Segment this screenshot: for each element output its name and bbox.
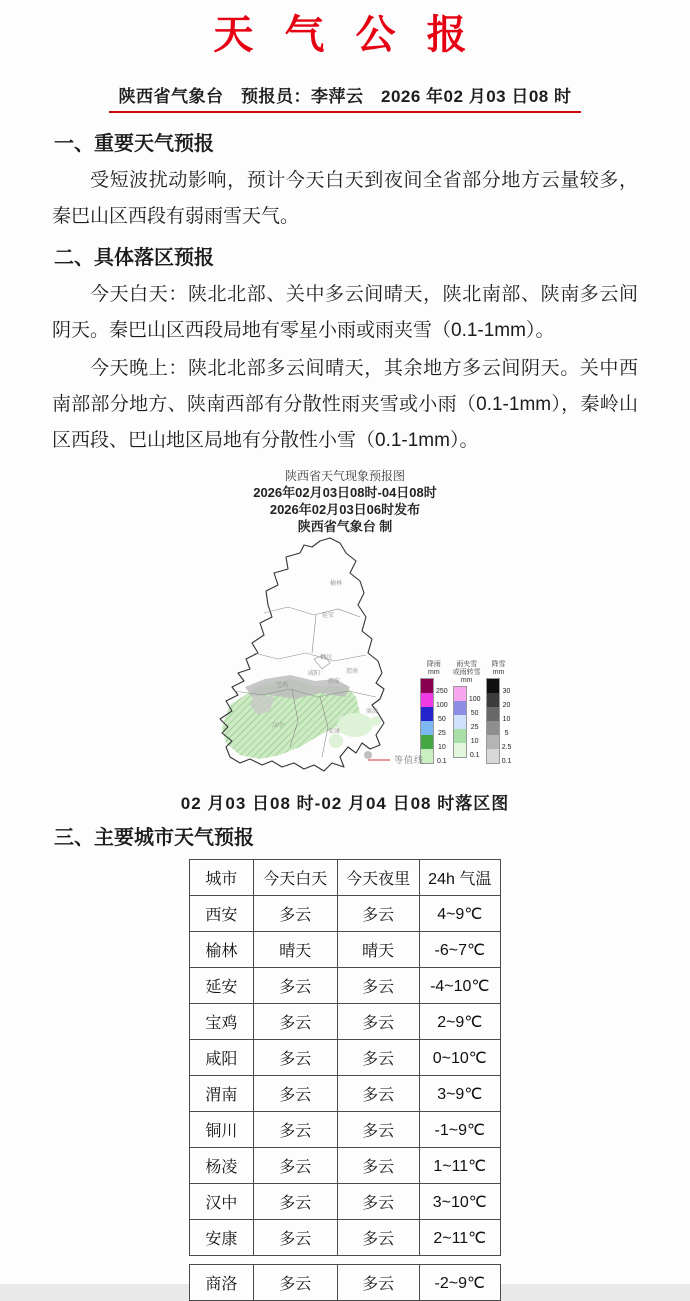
table-cell: 多云 xyxy=(337,1004,419,1040)
byline: 陕西省气象台 预报员：李萍云 2026 年02 月03 日08 时 xyxy=(109,82,582,113)
table-row xyxy=(190,932,501,968)
legend-value: 5 xyxy=(504,730,509,737)
table-cell: -2~9℃ xyxy=(419,1265,501,1301)
table-row xyxy=(190,1220,501,1256)
table-cell: 晴天 xyxy=(253,932,337,968)
map-title: 陕西省天气现象预报图 xyxy=(284,469,405,483)
legend-color-segment xyxy=(421,679,433,693)
legend-color-segment xyxy=(454,715,466,729)
legend-bar-title: 降雪 xyxy=(491,661,506,668)
city-label: 西安 xyxy=(328,679,341,685)
table-cell: -4~10℃ xyxy=(419,968,501,1004)
table-cell: 多云 xyxy=(253,1220,337,1256)
table-cell: 榆林 xyxy=(190,932,254,968)
legend-color-segment xyxy=(421,693,433,707)
table-row xyxy=(190,1004,501,1040)
paragraph-daytime-forecast: 今天白天：陕北北部、关中多云间晴天，陕北南部、陕南多云间阴天。秦巴山区西段局地有零星小雨或雨夹雪（0.1-1mm）。 xyxy=(52,284,638,341)
shaanxi-forecast-map xyxy=(170,535,520,785)
legend-value: 0.1 xyxy=(469,752,480,759)
legend-color-segment xyxy=(421,707,433,721)
legend-value: 50 xyxy=(437,716,446,723)
legend-value: 30 xyxy=(502,688,511,695)
table-cell: 多云 xyxy=(337,1040,419,1076)
table-cell: 延安 xyxy=(190,968,254,1004)
table-cell: -1~9℃ xyxy=(419,1112,501,1148)
legend-color-segment xyxy=(421,721,433,735)
table-cell: 咸阳 xyxy=(190,1040,254,1076)
legend-value: 25 xyxy=(437,730,446,737)
legend-color-segment xyxy=(487,721,499,735)
legend-bar-title: 雨夹雪 xyxy=(456,661,478,668)
city-label: 铜川 xyxy=(320,655,333,661)
legend-color-segment xyxy=(454,743,466,757)
map-legend xyxy=(420,661,511,764)
table-row xyxy=(190,1040,501,1076)
legend-value: 10 xyxy=(437,744,446,751)
legend-bar-unit: mm xyxy=(492,669,505,676)
iso-line-legend xyxy=(368,753,424,766)
iso-line-swatch xyxy=(368,759,390,761)
legend-bar-snow xyxy=(486,661,512,764)
section-heading-city-forecast: 三、主要城市天气预报 xyxy=(54,827,254,849)
legend-color-segment xyxy=(454,701,466,715)
legend-color-segment xyxy=(454,729,466,743)
legend-bar-title: 降雨 xyxy=(426,661,441,668)
iso-line-label: 等值线 xyxy=(394,755,425,765)
legend-value: 10 xyxy=(502,716,511,723)
table-cell: 杨凌 xyxy=(190,1148,254,1184)
table-cell: -6~7℃ xyxy=(419,932,501,968)
paragraph-important-forecast: 受短波扰动影响，预计今天白天到夜间全省部分地方云量较多，秦巴山区西段有弱雨雪天气。 xyxy=(52,170,638,227)
table-cell: 4~9℃ xyxy=(419,896,501,932)
map-issue-time: 2026年02月03日06时发布 xyxy=(269,502,421,517)
city-label: 安康 xyxy=(328,729,341,735)
table-cell: 多云 xyxy=(337,1076,419,1112)
table-cell: 24h 气温 xyxy=(419,860,501,896)
legend-value: 100 xyxy=(436,702,448,709)
table-cell: 晴天 xyxy=(337,932,419,968)
table-cell: 汉中 xyxy=(190,1184,254,1220)
map-block xyxy=(0,469,690,785)
legend-value: 50 xyxy=(470,710,479,717)
legend-value: 250 xyxy=(436,688,448,695)
legend-value: 2.5 xyxy=(501,744,512,751)
table-cell: 宝鸡 xyxy=(190,1004,254,1040)
map-valid-period: 2026年02月03日08时-04日08时 xyxy=(253,485,437,500)
table-cell: 0~10℃ xyxy=(419,1040,501,1076)
legend-bar-unit: mm xyxy=(428,669,440,676)
table-cell: 多云 xyxy=(337,1148,419,1184)
table-cell: 多云 xyxy=(253,896,337,932)
table-cell: 城市 xyxy=(190,860,254,896)
section-heading-important-forecast: 一、重要天气预报 xyxy=(54,133,214,155)
table-cell: 多云 xyxy=(337,968,419,1004)
table-row xyxy=(190,1184,501,1220)
city-label: 汉中 xyxy=(272,723,285,729)
table-cell: 多云 xyxy=(253,1076,337,1112)
table-cell: 3~10℃ xyxy=(419,1184,501,1220)
table-cell: 2~9℃ xyxy=(419,1004,501,1040)
table-row xyxy=(190,968,501,1004)
city-weather-table xyxy=(189,859,501,1256)
table-cell: 多云 xyxy=(253,1148,337,1184)
table-cell: 多云 xyxy=(253,1184,337,1220)
table-cell: 2~11℃ xyxy=(419,1220,501,1256)
table-cell: 今天白天 xyxy=(253,860,337,896)
table-cell: 多云 xyxy=(337,1220,419,1256)
table-row xyxy=(190,896,501,932)
legend-color-segment xyxy=(454,687,466,701)
table-cell: 多云 xyxy=(337,1112,419,1148)
table-cell: 多云 xyxy=(337,1265,419,1301)
table-row xyxy=(190,1076,501,1112)
table-cell: 多云 xyxy=(337,1184,419,1220)
section-heading-area-forecast: 二、具体落区预报 xyxy=(54,247,214,269)
legend-value: 10 xyxy=(470,738,479,745)
legend-color-segment xyxy=(487,707,499,721)
table-cell: 今天夜里 xyxy=(337,860,419,896)
legend-value: 20 xyxy=(502,702,511,709)
table-cell: 多云 xyxy=(337,896,419,932)
city-label: 渭南 xyxy=(346,669,359,675)
city-label: 延安 xyxy=(322,613,335,619)
legend-bar-unit: mm xyxy=(460,677,473,684)
map-producer: 陕西省气象台 制 xyxy=(297,519,393,534)
paragraph-night-forecast: 今天晚上：陕北北部多云间晴天，其余地方多云间阴天。关中西南部部分地方、陕南西部有分散性雨夹雪或小雨（0.1-1mm），秦岭山区西段、巴山地区局地有分散性小雪（0.1-1mm）。 xyxy=(52,358,638,451)
city-weather-table-overflow xyxy=(189,1264,501,1301)
table-cell: 3~9℃ xyxy=(419,1076,501,1112)
table-cell: 西安 xyxy=(190,896,254,932)
table-cell: 多云 xyxy=(253,968,337,1004)
table-cell: 多云 xyxy=(253,1004,337,1040)
legend-bar-title: 或雨转雪 xyxy=(452,669,481,676)
table-cell: 多云 xyxy=(253,1265,337,1301)
legend-color-segment xyxy=(487,679,499,693)
table-cell: 渭南 xyxy=(190,1076,254,1112)
map-caption: 02 月03 日08 时-02 月04 日08 时落区图 xyxy=(180,794,510,813)
table-header-row xyxy=(190,860,501,896)
table-cell: 多云 xyxy=(253,1040,337,1076)
table-row xyxy=(190,1148,501,1184)
table-row xyxy=(190,1112,501,1148)
table-cell: 商洛 xyxy=(190,1265,254,1301)
legend-color-segment xyxy=(421,735,433,749)
city-label: 商洛 xyxy=(366,709,379,715)
legend-value: 0.1 xyxy=(501,758,512,765)
city-label: 宝鸡 xyxy=(276,683,289,689)
legend-color-segment xyxy=(487,693,499,707)
table-row xyxy=(190,1265,501,1301)
byline-row xyxy=(0,82,690,113)
city-label: 咸阳 xyxy=(308,671,321,677)
legend-color-segment xyxy=(487,749,499,763)
legend-value: 0.1 xyxy=(436,758,447,765)
legend-bar-sleet xyxy=(453,661,481,758)
legend-color-segment xyxy=(487,735,499,749)
table-cell: 1~11℃ xyxy=(419,1148,501,1184)
table-cell: 安康 xyxy=(190,1220,254,1256)
table-cell: 铜川 xyxy=(190,1112,254,1148)
page-title: 天 气 公 报 xyxy=(213,13,477,57)
legend-bar-rain xyxy=(420,661,448,764)
table-cell: 多云 xyxy=(253,1112,337,1148)
legend-value: 25 xyxy=(470,724,479,731)
legend-value: 100 xyxy=(468,696,481,703)
city-label: 榆林 xyxy=(330,581,343,587)
